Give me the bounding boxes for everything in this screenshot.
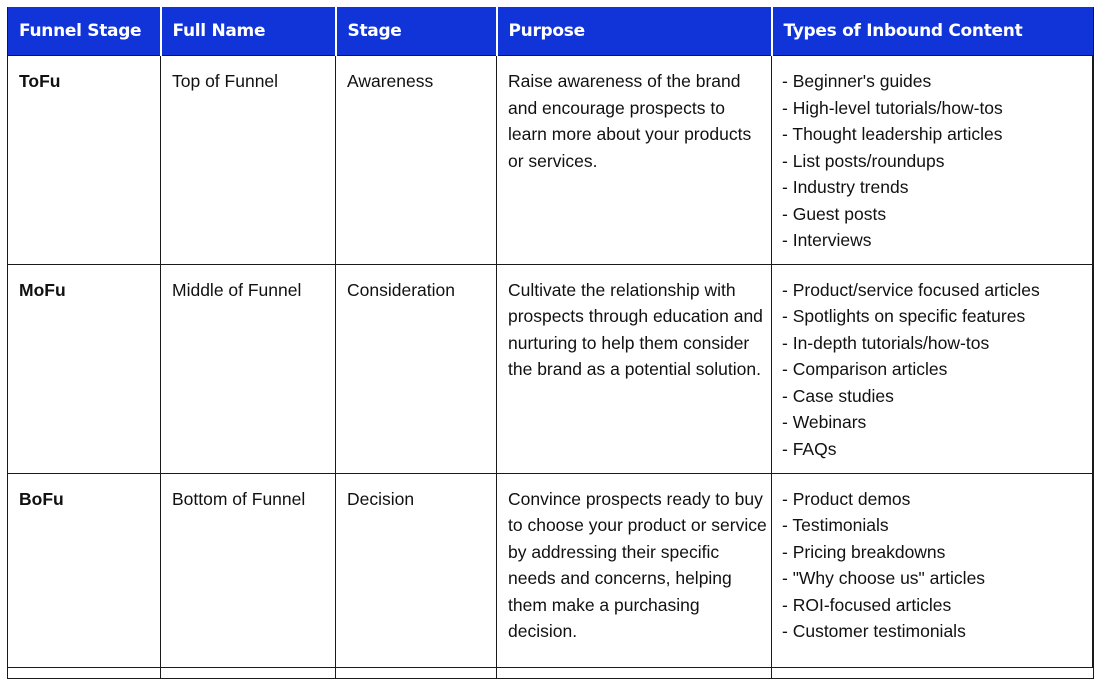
list-item: - Industry trends bbox=[782, 174, 1091, 201]
stage-cell: Awareness bbox=[336, 56, 497, 265]
content-types-cell bbox=[772, 264, 1094, 473]
content-types-cell bbox=[772, 56, 1094, 265]
header-funnel-stage: Funnel Stage bbox=[8, 7, 161, 56]
list-item: - Thought leadership articles bbox=[782, 121, 1091, 148]
list-item: - Case studies bbox=[782, 383, 1091, 410]
list-item: - High-level tutorials/how-tos bbox=[782, 95, 1091, 122]
list-item: - Beginner's guides bbox=[782, 68, 1091, 95]
list-item: - List posts/roundups bbox=[782, 148, 1091, 175]
stage-cell: Consideration bbox=[336, 264, 497, 473]
list-item: - In-depth tutorials/how-tos bbox=[782, 330, 1091, 357]
funnel-stage-cell: BoFu bbox=[8, 473, 161, 678]
header-purpose: Purpose bbox=[497, 7, 772, 56]
list-item: - Customer testimonials bbox=[782, 618, 1091, 645]
list-item: - "Why choose us" articles bbox=[782, 565, 1091, 592]
content-types-cell bbox=[772, 473, 1094, 678]
content-types-list bbox=[782, 68, 1091, 254]
funnel-stage-cell: MoFu bbox=[8, 264, 161, 473]
list-item: - Comparison articles bbox=[782, 356, 1091, 383]
full-name-cell: Top of Funnel bbox=[161, 56, 336, 265]
list-item: - Guest posts bbox=[782, 201, 1091, 228]
header-stage: Stage bbox=[336, 7, 497, 56]
list-item: - FAQs bbox=[782, 436, 1091, 463]
funnel-table-container bbox=[7, 7, 1093, 668]
list-item: - Interviews bbox=[782, 227, 1091, 254]
list-item: - Spotlights on specific features bbox=[782, 303, 1091, 330]
table-header-row bbox=[8, 7, 1094, 56]
list-item: - Pricing breakdowns bbox=[782, 539, 1091, 566]
funnel-stages-table bbox=[7, 7, 1094, 679]
table-row bbox=[8, 473, 1094, 678]
list-item: - Webinars bbox=[782, 409, 1091, 436]
full-name-cell: Bottom of Funnel bbox=[161, 473, 336, 678]
content-types-list bbox=[782, 277, 1091, 463]
stage-cell: Decision bbox=[336, 473, 497, 678]
full-name-cell: Middle of Funnel bbox=[161, 264, 336, 473]
purpose-cell: Cultivate the relationship with prospects through education and nurturing to help them consider the brand as a potential solution. bbox=[497, 264, 772, 473]
list-item: - ROI-focused articles bbox=[782, 592, 1091, 619]
list-item: - Testimonials bbox=[782, 512, 1091, 539]
table-row bbox=[8, 56, 1094, 265]
list-item: - Product/service focused articles bbox=[782, 277, 1091, 304]
list-item: - Product demos bbox=[782, 486, 1091, 513]
funnel-stage-cell: ToFu bbox=[8, 56, 161, 265]
purpose-cell: Convince prospects ready to buy to choose your product or service by addressing their specific needs and concerns, helping them make a purchasing decision. bbox=[497, 473, 772, 678]
header-full-name: Full Name bbox=[161, 7, 336, 56]
purpose-cell: Raise awareness of the brand and encourage prospects to learn more about your products or services. bbox=[497, 56, 772, 265]
header-content-types: Types of Inbound Content bbox=[772, 7, 1094, 56]
table-row bbox=[8, 264, 1094, 473]
content-types-list bbox=[782, 486, 1091, 645]
